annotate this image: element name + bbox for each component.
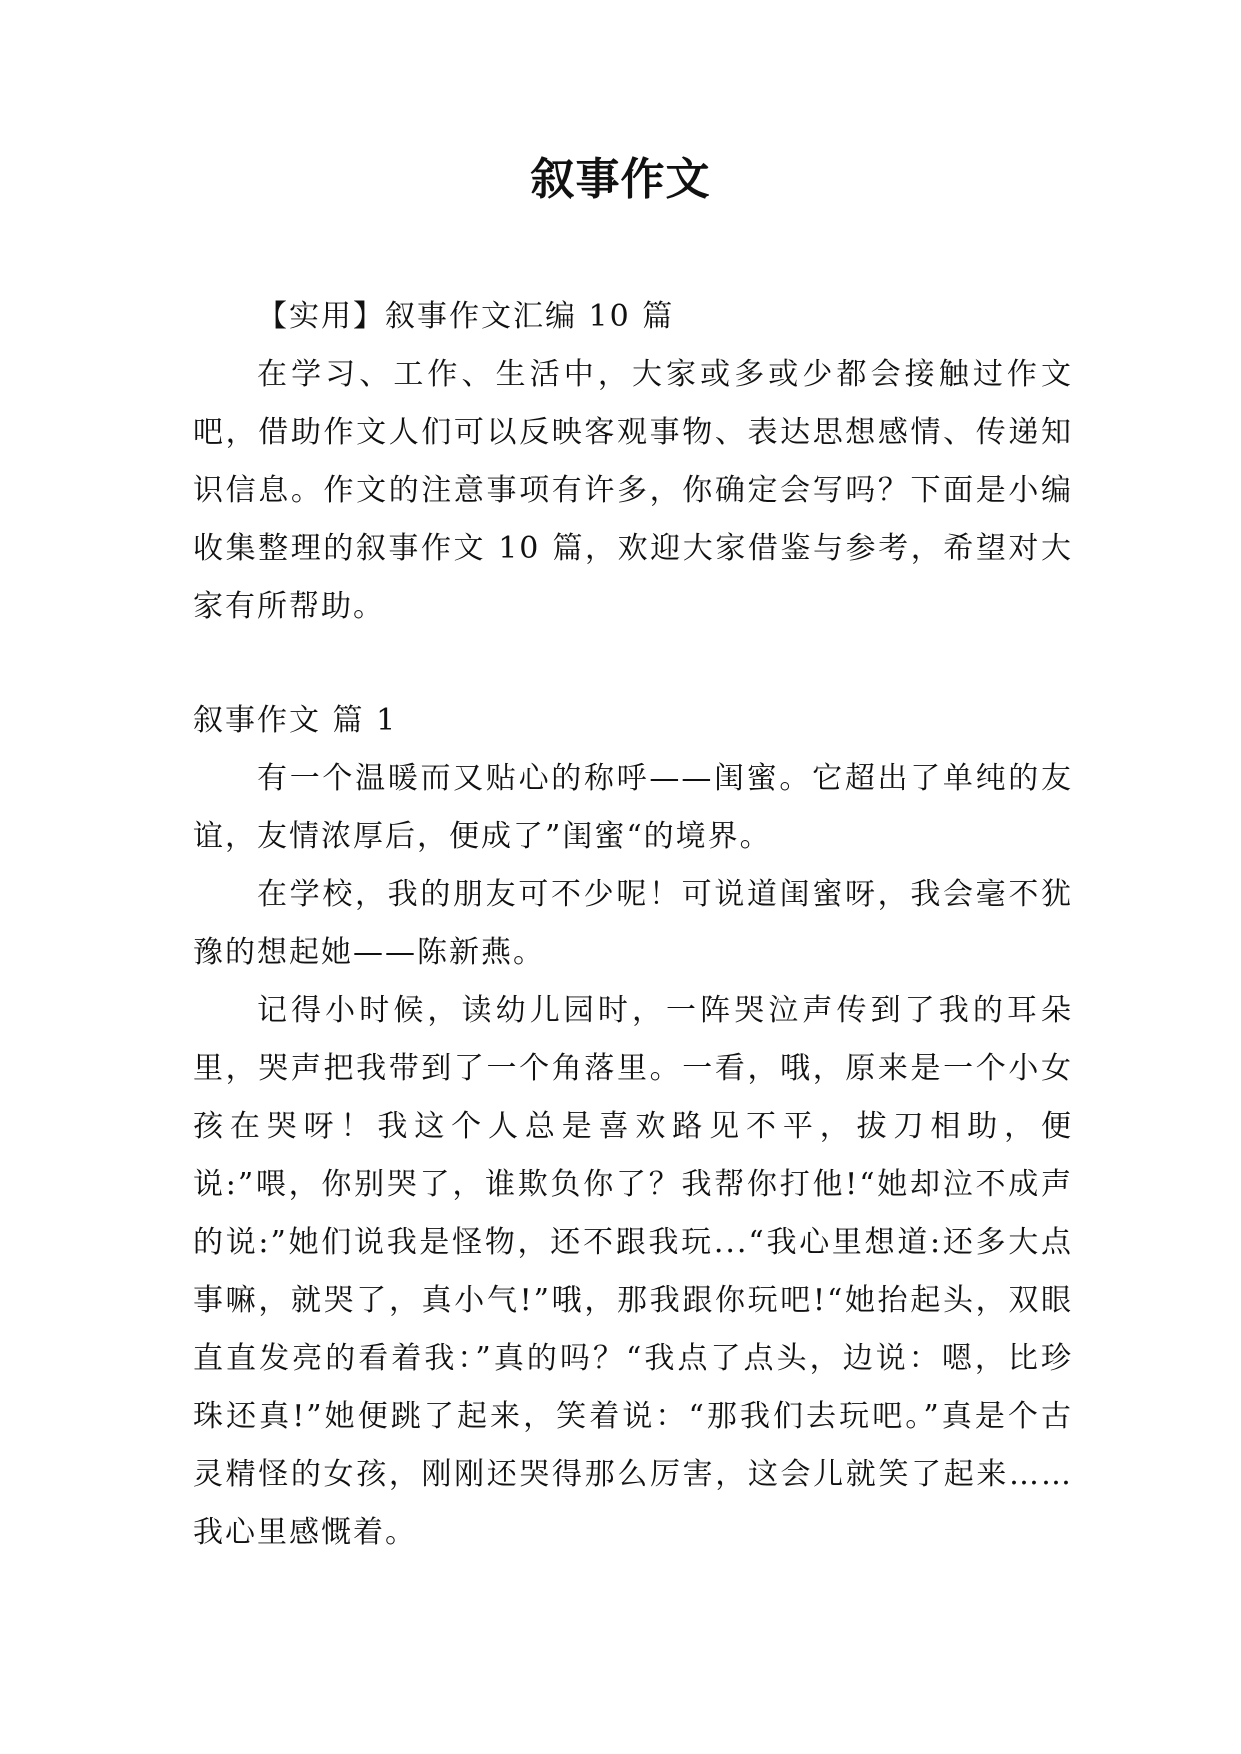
section-heading: 叙事作文 篇 1 [193, 703, 398, 738]
body-paragraph-1: 有一个温暖而又贴心的称呼——闺蜜。它超出了单纯的友谊，友情浓厚后，便成了”闺蜜“的境界。 [193, 761, 1073, 854]
section-spacer [193, 636, 1073, 692]
body-paragraph-3: 记得小时候，读幼儿园时，一阵哭泣声传到了我的耳朵里，哭声把我带到了一个角落里。一看，哦，原来是一个小女孩在哭呀！我这个人总是喜欢路见不平，拔刀相助，便说:”喂，你别哭了，谁欺负你了？我帮你打他!“她却泣不成声的说:”她们说我是怪物，还不跟我玩...“我心里想道:还多大点事嘛，就哭了，真小气!”哦，那我跟你玩吧!“她抬起头，双眼直直发亮的看着我：”真的吗？“我点了点头，边说：嗯，比珍珠还真!”她便跳了起来，笑着说：“那我们去玩吧。”真是个古灵精怪的女孩，刚刚还哭得那么厉害，这会儿就笑了起来……我心里感慨着。 [193, 993, 1073, 1550]
intro-paragraph: 在学习、工作、生活中，大家或多或少都会接触过作文吧，借助作文人们可以反映客观事物、表达思想感情、传递知识信息。作文的注意事项有许多，你确定会写吗？下面是小编收集整理的叙事作文 10 篇，欢迎大家借鉴与参考，希望对大家有所帮助。 [193, 357, 1073, 624]
document-subtitle: 【实用】叙事作文汇编 10 篇 [257, 299, 675, 334]
body-paragraph-2: 在学校，我的朋友可不少呢！可说道闺蜜呀，我会毫不犹豫的想起她——陈新燕。 [193, 877, 1073, 970]
document-body [193, 288, 1073, 1562]
document-title: 叙事作文 [530, 154, 711, 205]
